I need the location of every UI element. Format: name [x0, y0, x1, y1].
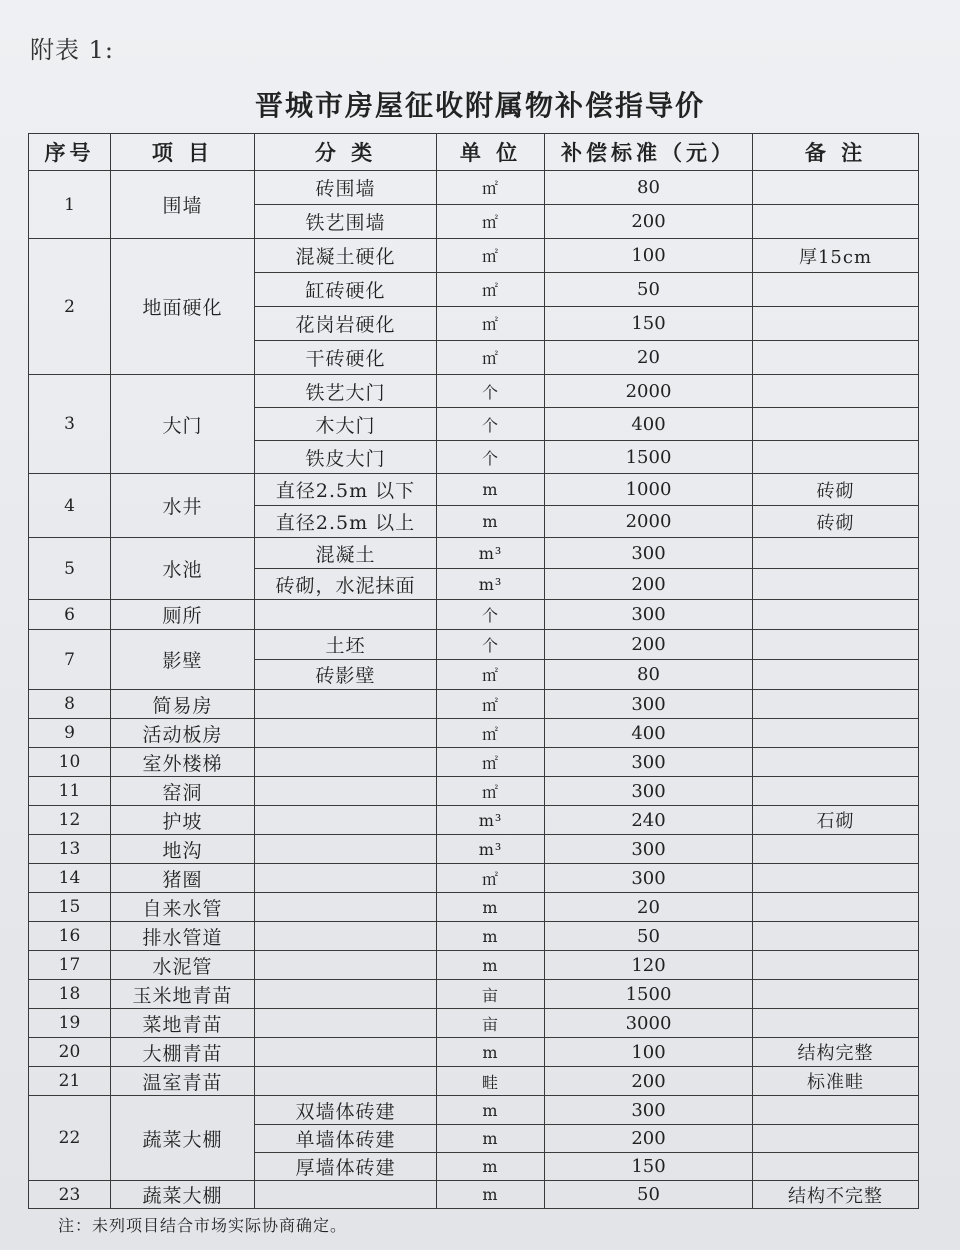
compensation-price: 120	[545, 951, 753, 980]
compensation-table	[28, 133, 919, 1209]
compensation-price: 80	[545, 660, 753, 690]
table-row	[29, 951, 919, 980]
category: 直径2.5m 以上	[255, 506, 437, 538]
remark	[753, 600, 919, 630]
table-row	[29, 835, 919, 864]
compensation-price: 150	[545, 307, 753, 341]
remark	[753, 1125, 919, 1153]
table-row	[29, 777, 919, 806]
remark	[753, 893, 919, 922]
unit: 个	[437, 630, 545, 660]
remark	[753, 777, 919, 806]
unit: 畦	[437, 1067, 545, 1096]
unit: ㎡	[437, 777, 545, 806]
compensation-price: 100	[545, 1038, 753, 1067]
category	[255, 748, 437, 777]
remark: 结构完整	[753, 1038, 919, 1067]
remark	[753, 951, 919, 980]
remark	[753, 690, 919, 719]
item-name: 厕所	[111, 600, 255, 630]
unit: 个	[437, 375, 545, 408]
category	[255, 777, 437, 806]
remark	[753, 538, 919, 569]
table-row	[29, 171, 919, 205]
table-row	[29, 893, 919, 922]
unit: m³	[437, 569, 545, 600]
item-name: 温室青苗	[111, 1067, 255, 1096]
row-number: 10	[29, 748, 111, 777]
unit: m	[437, 893, 545, 922]
remark	[753, 630, 919, 660]
item-name: 大棚青苗	[111, 1038, 255, 1067]
compensation-price: 20	[545, 893, 753, 922]
remark: 砖砌	[753, 506, 919, 538]
header-item: 项 目	[111, 134, 255, 171]
table-header-row	[29, 134, 919, 171]
compensation-price: 1500	[545, 441, 753, 474]
unit: m	[437, 474, 545, 506]
category: 混凝土硬化	[255, 239, 437, 273]
category	[255, 1181, 437, 1209]
item-name: 窑洞	[111, 777, 255, 806]
item-name: 玉米地青苗	[111, 980, 255, 1009]
row-number: 20	[29, 1038, 111, 1067]
category	[255, 1038, 437, 1067]
remark	[753, 205, 919, 239]
table-row	[29, 690, 919, 719]
row-number: 4	[29, 474, 111, 538]
category	[255, 951, 437, 980]
row-number: 9	[29, 719, 111, 748]
compensation-price: 80	[545, 171, 753, 205]
compensation-price: 3000	[545, 1009, 753, 1038]
unit: m	[437, 1153, 545, 1181]
item-name: 排水管道	[111, 922, 255, 951]
unit: 亩	[437, 1009, 545, 1038]
category	[255, 719, 437, 748]
item-name: 护坡	[111, 806, 255, 835]
table-body	[29, 171, 919, 1209]
item-name: 自来水管	[111, 893, 255, 922]
compensation-price: 150	[545, 1153, 753, 1181]
category: 土坯	[255, 630, 437, 660]
table-row	[29, 1181, 919, 1209]
category	[255, 980, 437, 1009]
remark: 砖砌	[753, 474, 919, 506]
unit: ㎡	[437, 864, 545, 893]
row-number: 15	[29, 893, 111, 922]
table-row	[29, 1096, 919, 1125]
compensation-price: 2000	[545, 375, 753, 408]
remark	[753, 1153, 919, 1181]
row-number: 19	[29, 1009, 111, 1038]
remark: 结构不完整	[753, 1181, 919, 1209]
compensation-price: 300	[545, 748, 753, 777]
compensation-price: 400	[545, 719, 753, 748]
category	[255, 835, 437, 864]
compensation-price: 240	[545, 806, 753, 835]
compensation-price: 200	[545, 1067, 753, 1096]
row-number: 22	[29, 1096, 111, 1181]
compensation-price: 200	[545, 569, 753, 600]
item-name: 影壁	[111, 630, 255, 690]
unit: m	[437, 951, 545, 980]
item-name: 简易房	[111, 690, 255, 719]
table-row	[29, 980, 919, 1009]
row-number: 5	[29, 538, 111, 600]
remark: 石砌	[753, 806, 919, 835]
item-name: 大门	[111, 375, 255, 474]
remark	[753, 441, 919, 474]
category: 铁艺围墙	[255, 205, 437, 239]
category: 砖砌，水泥抹面	[255, 569, 437, 600]
remark	[753, 1009, 919, 1038]
compensation-price: 50	[545, 1181, 753, 1209]
table-row	[29, 1067, 919, 1096]
row-number: 7	[29, 630, 111, 690]
remark	[753, 307, 919, 341]
unit: ㎡	[437, 341, 545, 375]
remark: 厚15cm	[753, 239, 919, 273]
category: 直径2.5m 以下	[255, 474, 437, 506]
unit: m	[437, 1038, 545, 1067]
unit: m	[437, 1096, 545, 1125]
row-number: 17	[29, 951, 111, 980]
remark	[753, 341, 919, 375]
unit: 个	[437, 441, 545, 474]
compensation-price: 300	[545, 864, 753, 893]
item-name: 猪圈	[111, 864, 255, 893]
table-row	[29, 719, 919, 748]
category: 混凝土	[255, 538, 437, 569]
compensation-price: 400	[545, 408, 753, 441]
remark	[753, 835, 919, 864]
table-row	[29, 1038, 919, 1067]
remark	[753, 273, 919, 307]
remark	[753, 660, 919, 690]
header-note: 备 注	[753, 134, 919, 171]
category: 缸砖硬化	[255, 273, 437, 307]
category	[255, 1067, 437, 1096]
item-name: 活动板房	[111, 719, 255, 748]
table-row	[29, 239, 919, 273]
category	[255, 600, 437, 630]
category: 花岗岩硬化	[255, 307, 437, 341]
unit: 亩	[437, 980, 545, 1009]
item-name: 水井	[111, 474, 255, 538]
table-row	[29, 538, 919, 569]
unit: 个	[437, 600, 545, 630]
compensation-price: 2000	[545, 506, 753, 538]
category	[255, 893, 437, 922]
row-number: 21	[29, 1067, 111, 1096]
row-number: 3	[29, 375, 111, 474]
category	[255, 806, 437, 835]
remark	[753, 408, 919, 441]
compensation-price: 300	[545, 600, 753, 630]
unit: m	[437, 1125, 545, 1153]
table-row	[29, 630, 919, 660]
category: 干砖硬化	[255, 341, 437, 375]
remark	[753, 171, 919, 205]
header-category: 分 类	[255, 134, 437, 171]
category	[255, 1009, 437, 1038]
item-name: 菜地青苗	[111, 1009, 255, 1038]
unit: 个	[437, 408, 545, 441]
row-number: 2	[29, 239, 111, 375]
remark	[753, 1096, 919, 1125]
category: 单墙体砖建	[255, 1125, 437, 1153]
compensation-price: 100	[545, 239, 753, 273]
unit: ㎡	[437, 239, 545, 273]
category: 双墙体砖建	[255, 1096, 437, 1125]
compensation-price: 1500	[545, 980, 753, 1009]
compensation-price: 200	[545, 205, 753, 239]
table-row	[29, 864, 919, 893]
table-row	[29, 922, 919, 951]
row-number: 13	[29, 835, 111, 864]
remark	[753, 864, 919, 893]
row-number: 18	[29, 980, 111, 1009]
unit: ㎡	[437, 660, 545, 690]
row-number: 16	[29, 922, 111, 951]
compensation-price: 300	[545, 538, 753, 569]
category: 木大门	[255, 408, 437, 441]
remark	[753, 922, 919, 951]
remark	[753, 569, 919, 600]
category: 铁艺大门	[255, 375, 437, 408]
unit: m	[437, 1181, 545, 1209]
table-row	[29, 806, 919, 835]
row-number: 8	[29, 690, 111, 719]
unit: ㎡	[437, 748, 545, 777]
item-name: 地面硬化	[111, 239, 255, 375]
row-number: 23	[29, 1181, 111, 1209]
item-name: 室外楼梯	[111, 748, 255, 777]
table-row	[29, 600, 919, 630]
table-row	[29, 375, 919, 408]
row-number: 6	[29, 600, 111, 630]
category	[255, 690, 437, 719]
category: 砖影壁	[255, 660, 437, 690]
unit: ㎡	[437, 690, 545, 719]
unit: ㎡	[437, 205, 545, 239]
remark	[753, 980, 919, 1009]
header-price: 补偿标准（元）	[545, 134, 753, 171]
unit: ㎡	[437, 307, 545, 341]
remark	[753, 375, 919, 408]
header-unit: 单 位	[437, 134, 545, 171]
category: 厚墙体砖建	[255, 1153, 437, 1181]
compensation-price: 300	[545, 777, 753, 806]
compensation-price: 200	[545, 1125, 753, 1153]
row-number: 11	[29, 777, 111, 806]
compensation-price: 200	[545, 630, 753, 660]
row-number: 12	[29, 806, 111, 835]
compensation-price: 300	[545, 1096, 753, 1125]
row-number: 1	[29, 171, 111, 239]
unit: m	[437, 506, 545, 538]
header-seq: 序号	[29, 134, 111, 171]
item-name: 水泥管	[111, 951, 255, 980]
remark: 标准畦	[753, 1067, 919, 1096]
item-name: 蔬菜大棚	[111, 1096, 255, 1181]
footnote: 注：未列项目结合市场实际协商确定。	[58, 1216, 348, 1235]
category: 砖围墙	[255, 171, 437, 205]
compensation-price: 50	[545, 922, 753, 951]
category	[255, 922, 437, 951]
compensation-price: 300	[545, 835, 753, 864]
item-name: 蔬菜大棚	[111, 1181, 255, 1209]
unit: ㎡	[437, 719, 545, 748]
category	[255, 864, 437, 893]
compensation-price: 50	[545, 273, 753, 307]
attachment-label: 附表 1:	[30, 36, 114, 64]
remark	[753, 748, 919, 777]
unit: m³	[437, 806, 545, 835]
unit: ㎡	[437, 171, 545, 205]
page-title: 晋城市房屋征收附属物补偿指导价	[254, 89, 705, 122]
table-row	[29, 474, 919, 506]
table-row	[29, 1009, 919, 1038]
compensation-price: 1000	[545, 474, 753, 506]
item-name: 地沟	[111, 835, 255, 864]
unit: ㎡	[437, 273, 545, 307]
unit: m³	[437, 538, 545, 569]
category: 铁皮大门	[255, 441, 437, 474]
row-number: 14	[29, 864, 111, 893]
item-name: 围墙	[111, 171, 255, 239]
unit: m³	[437, 835, 545, 864]
compensation-price: 20	[545, 341, 753, 375]
table-row	[29, 748, 919, 777]
item-name: 水池	[111, 538, 255, 600]
remark	[753, 719, 919, 748]
compensation-price: 300	[545, 690, 753, 719]
unit: m	[437, 922, 545, 951]
